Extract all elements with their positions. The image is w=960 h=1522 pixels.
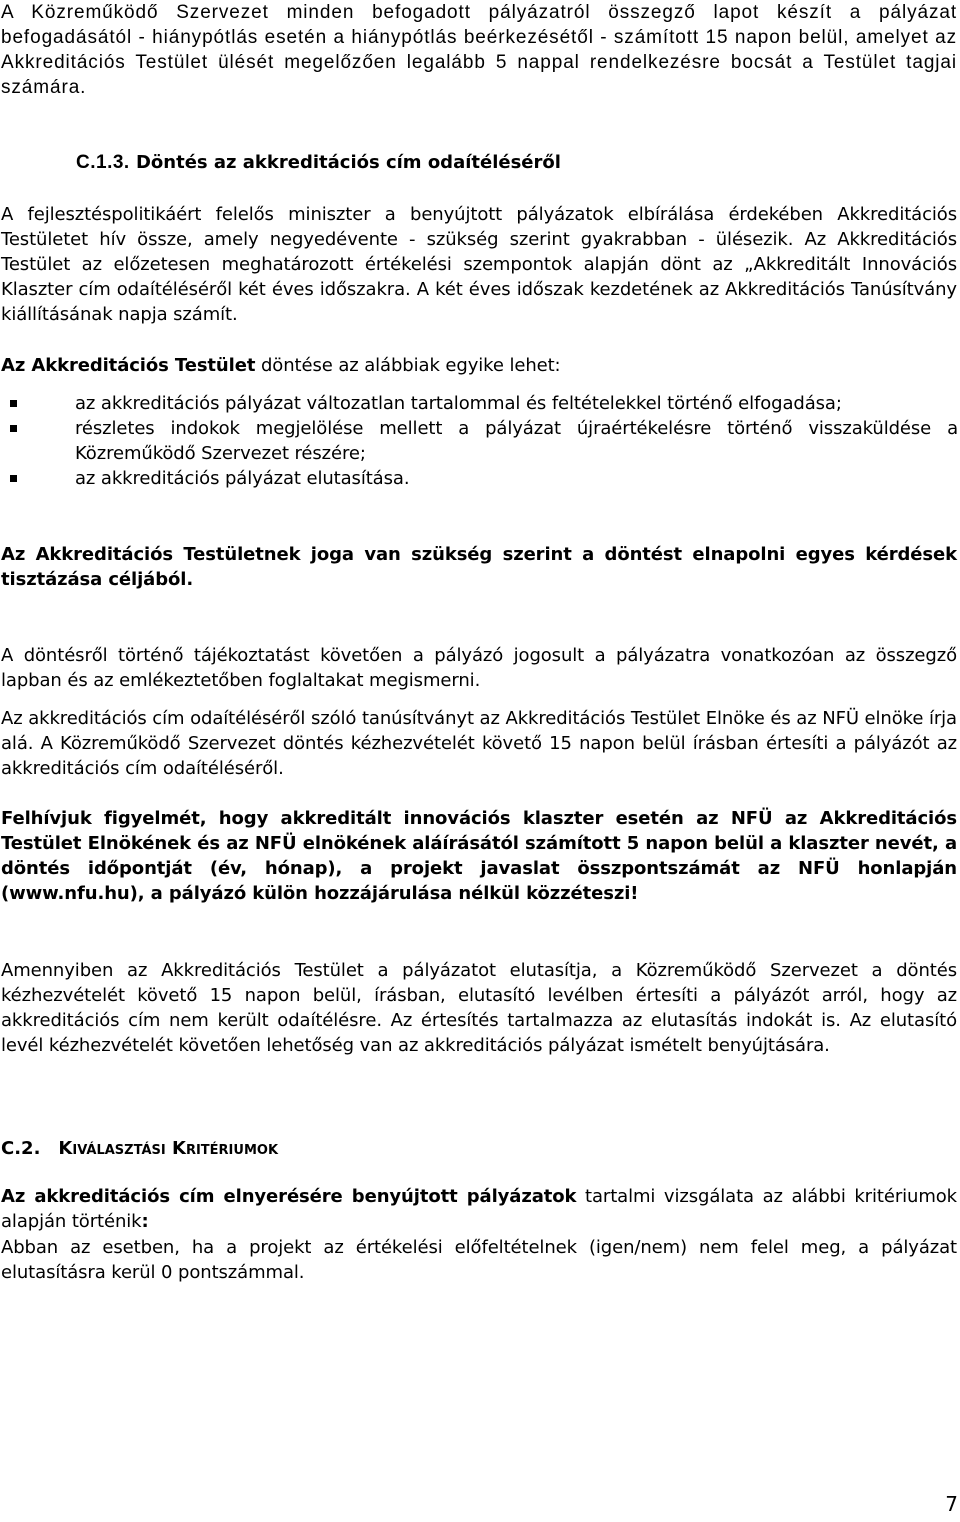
section-heading (76, 150, 561, 175)
section-c2-title-part: K (58, 1138, 73, 1159)
criteria-colon: : (141, 1211, 149, 1232)
section-heading-c2 (1, 1136, 278, 1163)
section-c2-title-part: IVÁLASZTÁSI (72, 1143, 166, 1158)
square-bullet-icon (10, 425, 17, 432)
paragraph-certificate: Az akkreditációs cím odaítéléséről szóló tanúsítványt az Akkreditációs Testület Elnöke és az NFÜ elnöke írja alá. A Közreműködő Szervezet döntés kézhezvételét követő 15 napon belül írásban értesíti a pályázót az akkreditációs cím odaítéléséről. (1, 708, 957, 779)
decision-intro-bold: Az Akkreditációs Testület (1, 355, 256, 376)
section-c2-title-part: K (172, 1138, 186, 1159)
paragraph-decision-intro (1, 353, 957, 378)
criteria-rest: tartalmi vizsgálata az alábbi kritériumok alapján történik (1, 1186, 957, 1232)
paragraph-rejection: Amennyiben az Akkreditációs Testület a pályázatot elutasítja, a Közreműködő Szervezet a döntés kézhezvételét követő 15 napon belül, írásban, elutasító levélben értesíti a pályázót arról, hogy az akkreditációs cím nem került odaítélésre. Az értesítés tartalmazza az elutasítás indokát is. Az elutasító levél kézhezvételét követően lehetőség van az akkreditációs pályázat ismételt benyújtására. (1, 960, 957, 1056)
square-bullet-icon (10, 400, 17, 407)
square-bullet-icon (10, 475, 17, 482)
decision-options-list (0, 391, 958, 491)
section-number: C.1.3. (76, 152, 130, 173)
list-item (0, 391, 958, 416)
section-c2-title-part: RITÉRIUMOK (185, 1143, 279, 1158)
paragraph-notice: Felhívjuk figyelmét, hogy akkreditált innovációs klaszter esetén az NFÜ az Akkreditációs Testület Elnökének és az NFÜ elnökének aláírásától számított 5 napon belül a klaszter nevét, a döntés időpontját (év, hónap), a projekt javaslat összpontszámát az NFÜ honlapján (www.nfu.hu), a pályázó külön hozzájárulása nélkül közzéteszi! (1, 808, 957, 904)
criteria-bold: Az akkreditációs cím elnyerésére benyújtott pályázatok (1, 1186, 577, 1207)
paragraph-information: A döntésről történő tájékoztatást követően a pályázó jogosult a pályázatra vonatkozóan az összegző lapban és az emlékeztetőben foglaltakat megismerni. (1, 645, 957, 691)
paragraph-criteria (1, 1184, 957, 1234)
decision-intro-rest: döntése az alábbiak egyike lehet: (255, 355, 561, 376)
list-item (0, 466, 958, 491)
list-item-text: részletes indokok megjelölése mellett a pályázat újraértékelésre történő visszaküldése a Közreműködő Szervezet részére; (75, 418, 958, 464)
list-item (0, 416, 958, 466)
section-c2-title (58, 1138, 278, 1159)
section-title: Döntés az akkreditációs cím odaítéléséről (135, 152, 561, 173)
list-item-text: az akkreditációs pályázat elutasítása. (75, 468, 410, 489)
section-c2-number: C.2. (1, 1138, 41, 1159)
intro-paragraph: A Közreműködő Szervezet minden befogadott pályázatról összegző lapot készít a pályázat befogadásától - hiánypótlás esetén a hiánypótlás beérkezésétől - számított 15 napon belül, amelyet az Akkreditációs Testület ülését megelőzően legalább 5 nappal rendelkezésre bocsát a Testület tagjai számára. (1, 2, 957, 98)
paragraph-minister: A fejlesztéspolitikáért felelős miniszter a benyújtott pályázatok elbírálása érdekében Akkreditációs Testületet hív össze, amely negyedévente - szükség szerint gyakrabban - ülésezik. Az Akkreditációs Testület az előzetesen meghatározott értékelési szempontok alapján dönt az „Akkreditált Innovációs Klaszter cím odaítéléséről két éves időszakra. A két éves időszak kezdetének az Akkreditációs Tanúsítvány kiállításának napja számít. (1, 204, 957, 325)
paragraph-postpone: Az Akkreditációs Testületnek joga van szükség szerint a döntést elnapolni egyes kérdések tisztázása céljából. (1, 544, 957, 590)
list-item-text: az akkreditációs pályázat változatlan tartalommal és feltételekkel történő elfogadása; (75, 393, 842, 414)
page-number: 7 (945, 1492, 958, 1516)
paragraph-precondition: Abban az esetben, ha a projekt az értékelési előfeltételnek (igen/nem) nem felel meg, a pályázat elutasításra kerül 0 pontszámmal. (1, 1237, 957, 1283)
